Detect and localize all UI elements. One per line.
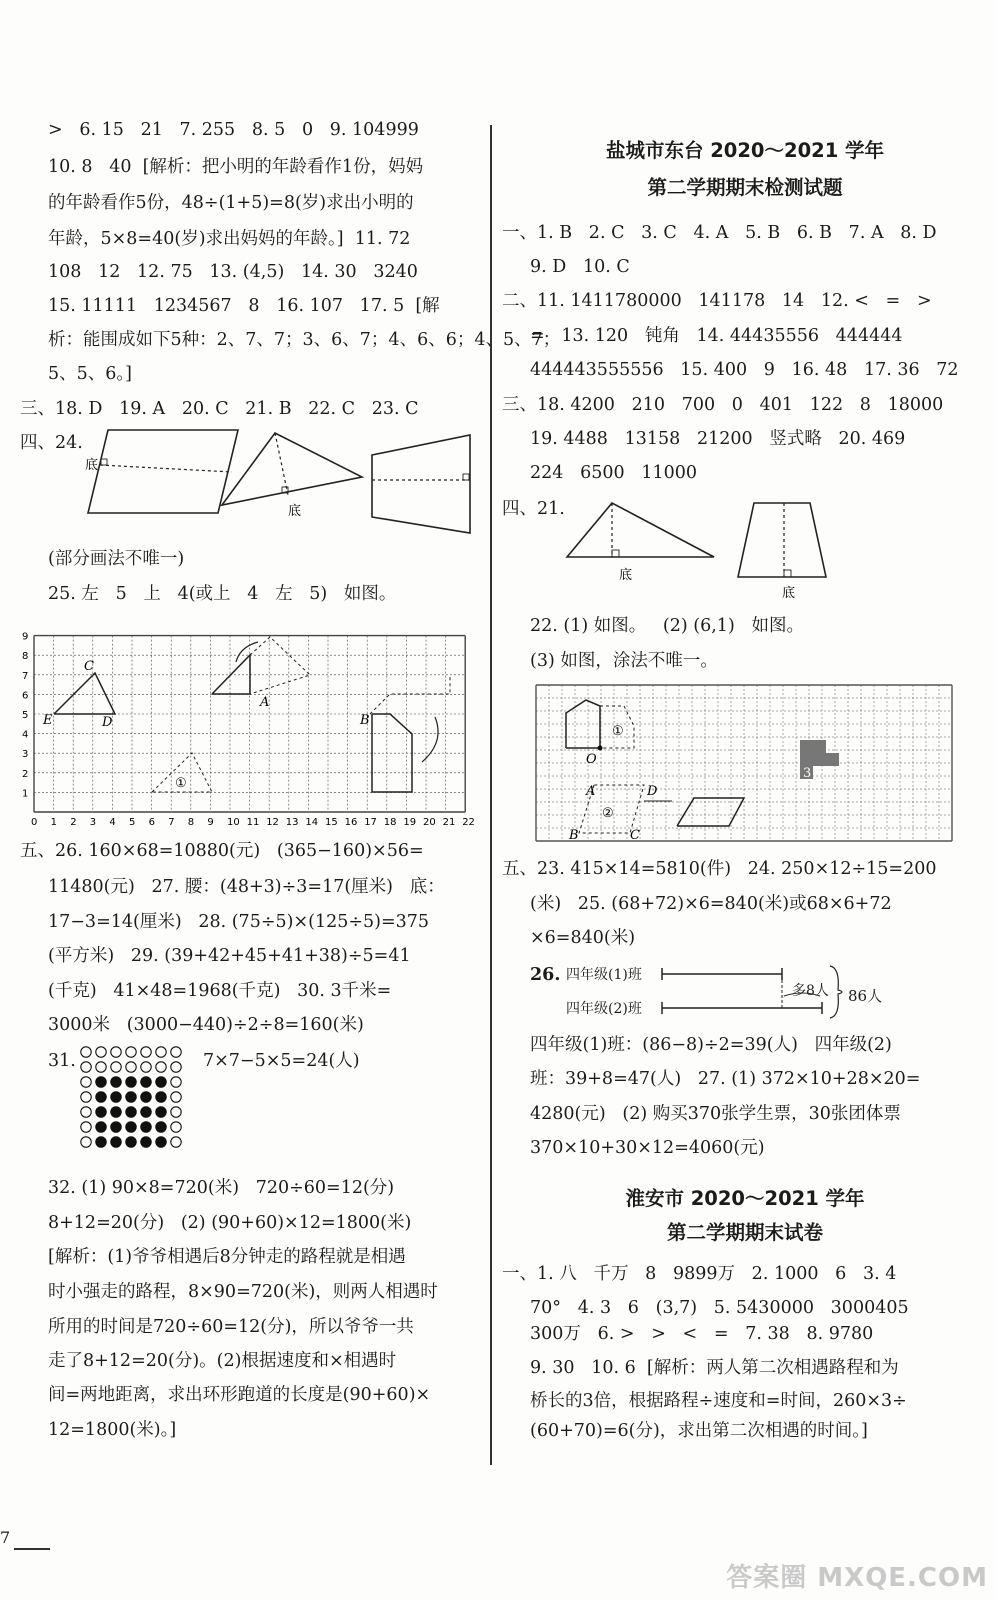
dot [126,1047,136,1057]
answer-line: 11480(元) 27. 腰：(48+3)÷3=17(厘米) 底： [48,877,445,897]
base-label: 底 [619,568,633,583]
dot [171,1122,181,1132]
x-tick-label: 19 [403,817,417,828]
bar-label: 四年级(2)班 [566,1001,642,1017]
base-label: 底 [288,504,302,519]
dot [96,1092,106,1102]
dot [141,1122,151,1132]
x-tick-label: 20 [423,817,436,828]
answer-line: (部分画法不唯一) [48,549,185,569]
dot [96,1062,106,1072]
section-title: 第二学期期末试卷 [666,1221,823,1244]
x-tick-label: 15 [325,817,338,828]
answer-line: 所用的时间是720÷60=12(分)，所以爷爷一共 [48,1317,414,1337]
dot [156,1077,166,1087]
answer-line: 三、18. D 19. A 20. C 21. B 22. C 23. C [20,399,419,419]
region-label: ① [612,724,624,739]
x-tick-label: 6 [148,817,155,828]
answer-line: 时小强走的路程，8×90=720(米)，则两人相遇时 [48,1282,438,1302]
x-tick-label: 7 [168,817,175,828]
answer-line: 108 12 12. 75 13. (4,5) 14. 30 3240 [48,262,418,282]
dot [156,1107,166,1117]
point-label: O [586,752,597,767]
dot [81,1122,91,1132]
answer-line: 22. (1) 如图。 (2) (6,1) 如图。 [530,616,804,636]
answer-line: 19. 4488 13158 21200 竖式略 20. 469 [530,429,906,449]
point-label: B [569,828,579,843]
answer-line: 班：39+8=47(人) 27. (1) 372×10+28×20= [530,1069,921,1089]
answer-line: 12=1800(米)。] [48,1420,177,1440]
answer-line: = 13. 120 钝角 14. 44435556 444444 [530,326,903,346]
answer-line: 17−3=14(厘米) 28. (75÷5)×(125÷5)=375 [48,912,430,932]
x-tick-label: 13 [285,817,299,828]
region-label: ① [175,776,187,791]
answer-line: 3000米 (3000−440)÷2÷8=160(米) [48,1015,364,1035]
answer-line: (3) 如图，涂法不唯一。 [530,651,718,671]
answer-line: 五、26. 160×68=10880(元) (365−160)×56= [20,841,424,861]
answer-line: (平方米) 29. (39+42+45+41+38)÷5=41 [48,946,411,966]
region-label: ② [602,806,614,821]
x-tick-label: 18 [383,817,397,828]
answer-line: 8+12=20(分) (2) (90+60)×12=1800(米) [48,1213,412,1233]
x-tick-label: 5 [129,817,136,828]
dot [156,1047,166,1057]
x-tick-label: 10 [227,817,240,828]
answer-line: 31. [48,1051,76,1071]
answer-line: 年龄，5×8=40(岁)求出妈妈的年龄。] 11. 72 [48,229,411,249]
answer-line: 25. 左 5 上 4(或上 4 左 5) 如图。 [48,584,397,604]
y-tick-label: 5 [22,710,29,721]
x-tick-label: 2 [70,817,77,828]
dot [141,1047,151,1057]
dot [126,1077,136,1087]
x-tick-label: 9 [207,817,214,828]
answer-line: 走了8+12=20(分)。(2)根据速度和×相遇时 [48,1351,397,1371]
answer-line: 一、1. 八 千万 8 9899万 2. 1000 6 3. 4 [502,1264,897,1284]
x-tick-label: 22 [462,817,475,828]
dot [111,1077,121,1087]
point-label: D [647,784,658,799]
x-tick-label: 1 [50,817,57,828]
x-tick-label: 4 [109,817,116,828]
q21-figures [562,495,822,605]
dot [171,1047,181,1057]
dot [156,1122,166,1132]
dot [126,1107,136,1117]
dot [81,1077,91,1087]
answer-line: (米) 25. (68+72)×6=840(米)或68×6+72 [530,894,892,914]
point-label: B [360,713,370,728]
dot [81,1047,91,1057]
dot [156,1092,166,1102]
x-tick-label: 16 [344,817,358,828]
y-tick-label: 1 [22,788,29,800]
answer-line: 9. D 10. C [530,257,630,277]
dot [156,1137,166,1147]
base-label: 底 [85,458,99,473]
dot [171,1062,181,1072]
q24-figures [80,425,480,545]
answer-line: 9. 30 10. 6 [解析：两人第二次相遇路程和为 [530,1358,899,1378]
answer-line: 的年龄看作5份，48÷(1+5)=8(岁)求出小明的 [48,193,414,213]
dot [141,1062,151,1072]
bar-label: 四年级(1)班 [566,967,642,983]
point-label: E [43,713,53,728]
dot [141,1092,151,1102]
point-label: C [84,659,94,674]
dot [81,1107,91,1117]
dot [81,1092,91,1102]
answer-line: 5、5、6。] [48,364,132,384]
answer-line: 370×10+30×12=4060(元) [530,1138,765,1158]
answer-line: 444443555556 15. 400 9 16. 48 17. 36 72 [530,360,959,380]
y-tick-label: 9 [22,631,29,643]
dot [81,1062,91,1072]
dot [111,1137,121,1147]
answer-line: 间=两地距离，求出环形跑道的长度是(90+60)× [48,1385,431,1405]
dot [171,1107,181,1117]
x-tick-label: 3 [89,817,97,828]
dot [111,1107,121,1117]
answer-line: 224 6500 11000 [530,463,697,483]
dot [171,1092,181,1102]
watermark: 答案圈 MXQE.COM [726,1563,988,1593]
section-title: 淮安市 2020～2021 学年 [625,1187,865,1210]
dot [126,1122,136,1132]
dot [141,1077,151,1087]
answer-line: 4280(元) (2) 购买370张学生票，30张团体票 [530,1104,901,1124]
answer-line: 析：能围成如下5种：2、7、7；3、6、7；4、6、6；4、5、7； [48,330,561,350]
answer-line: 300万 6. > > < = 7. 38 8. 9780 [530,1324,874,1344]
answer-line: 桥长的3倍，根据路程÷速度和=时间，260×3÷ [530,1391,907,1411]
answer-line: 7×7−5×5=24(人) [203,1051,360,1071]
answer-line: (60+70)=6(分)，求出第二次相遇的时间。] [530,1421,868,1441]
point-label: A [586,784,596,799]
y-tick-label: 3 [22,749,29,761]
dot [96,1047,106,1057]
point-label: D [102,715,113,730]
dot [126,1062,136,1072]
answer-line: 一、1. B 2. C 3. C 4. A 5. B 6. B 7. A 8. D [502,223,937,243]
difference-label: 多8人 [792,983,829,999]
dot-square-figure [78,1044,188,1154]
coordinate-grid [20,612,480,832]
y-tick-label: 8 [22,651,29,663]
dot [126,1092,136,1102]
answer-line: 二、11. 1411780000 141178 14 12. < = > [502,291,932,311]
dot [171,1077,181,1087]
dot [171,1137,181,1147]
answer-line: 五、23. 415×14=5810(件) 24. 250×12÷15=200 [502,859,937,879]
answer-line: [解析：(1)爷爷相遇后8分钟走的路程就是相遇 [48,1247,406,1267]
y-tick-label: 4 [22,729,29,741]
answer-line: 四、21. [502,499,565,519]
footer-rule [14,1548,50,1550]
dot [96,1077,106,1087]
x-tick-label: 21 [442,817,456,828]
column-divider [490,125,492,1465]
total-label: 86人 [848,987,883,1005]
answer-line: 32. (1) 90×8=720(米) 720÷60=12(分) [48,1178,395,1198]
cell-label: 3 [803,766,812,781]
answer-line: 15. 11111 1234567 8 16. 107 17. 5 [解 [48,296,440,316]
dot [81,1137,91,1147]
coordinate-grid [534,683,974,843]
y-tick-label: 6 [22,690,29,702]
question-number: 26. [530,965,561,985]
x-tick-label: 8 [187,817,195,828]
bar-diagram [662,960,862,1030]
point-label: A [260,695,270,710]
dot [141,1107,151,1117]
x-tick-label: 11 [246,817,260,828]
answer-line: (千克) 41×48=1968(千克) 30. 3千米= [48,981,392,1001]
answer-line: 四年级(1)班：(86−8)÷2=39(人) 四年级(2) [530,1035,892,1055]
point-label: C [630,828,640,843]
x-tick-label: 17 [364,817,377,828]
x-tick-label: 12 [266,817,279,828]
section-title: 盐城市东台 2020～2021 学年 [605,139,885,162]
base-label: 底 [782,586,796,601]
dot [96,1137,106,1147]
dot [126,1137,136,1147]
x-tick-label: 14 [305,817,319,828]
answer-line: 70° 4. 3 6 (3,7) 5. 5430000 3000405 [530,1298,909,1318]
dot [111,1062,121,1072]
answer-line: > 6. 15 21 7. 255 8. 5 0 9. 104999 [48,120,419,140]
answer-line: 三、18. 4200 210 700 0 401 122 8 18000 [502,395,944,415]
page-number: 7 [0,1528,11,1547]
dot [111,1092,121,1102]
dot [96,1122,106,1132]
x-tick-label: 0 [31,817,38,828]
section-title: 第二学期期末检测试题 [647,176,843,199]
answer-line: 四、24. [20,433,83,453]
dot [141,1137,151,1147]
dot [156,1062,166,1072]
answer-line: 10. 8 40 [解析：把小明的年龄看作1份，妈妈 [48,157,424,177]
dot [111,1047,121,1057]
y-tick-label: 2 [22,768,29,780]
dot [111,1122,121,1132]
answer-line: ×6=840(米) [530,928,636,948]
dot [96,1107,106,1117]
y-tick-label: 7 [22,670,29,682]
